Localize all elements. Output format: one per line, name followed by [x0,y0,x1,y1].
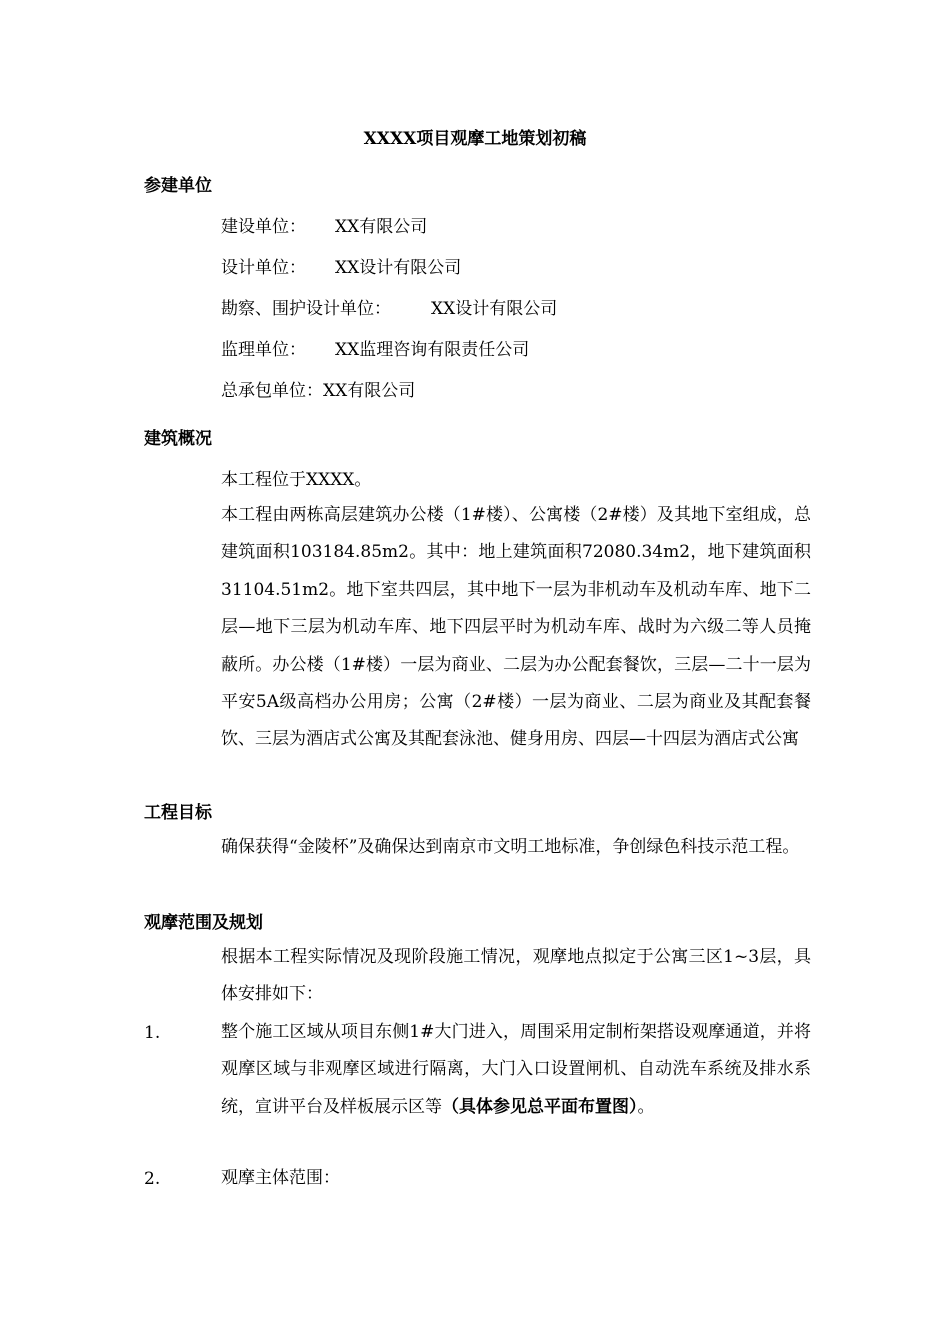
list-item [221,1014,811,1126]
unit-label: 监理单位： [221,340,306,360]
section-heading-scope: 观摩范围及规划 [144,913,263,933]
list-item-emphasis: （具体参见总平面布置图） [442,1096,638,1117]
section-heading-goal: 工程目标 [144,803,212,823]
unit-row-designer [221,255,461,281]
unit-value: XX设计有限公司 [431,299,558,319]
overview-description: 本工程由两栋高层建筑办公楼（1#楼）、公寓楼（2#楼）及其地下室组成，总建筑面积103184.85m2。其中：地上建筑面积72080.34m2，地下建筑面积31104.51m2。地下室共四层，其中地下一层为非机动车及机动车库、地下二层—地下三层为机动车库、地下四层平时为机动车库、战时为六级二等人员掩蔽所。办公楼（1#楼）一层为商业、二层为办公配套餐饮，三层—二十一层为平安5A级高档办公用房；公寓（2#楼）一层为商业、二层为商业及其配套餐饮、三层为酒店式公寓及其配套泳池、健身用房、四层—十四层为酒店式公寓 [221,505,811,750]
unit-value: XX有限公司 [335,217,428,237]
list-number: 2. [144,1169,161,1189]
goal-text: 确保获得“金陵杯”及确保达到南京市文明工地标准，争创绿色科技示范工程。 [221,837,800,857]
unit-label: 设计单位： [221,258,306,278]
unit-row-survey [221,296,557,322]
unit-label: 勘察、围护设计单位： [221,299,391,319]
unit-label: 建设单位： [221,217,306,237]
unit-value: XX设计有限公司 [335,258,462,278]
scope-intro: 根据本工程实际情况及现阶段施工情况，观摩地点拟定于公寓三区1~3层，具体安排如下： [221,947,811,1005]
unit-row-owner [221,214,427,240]
unit-row-contractor [221,378,415,404]
list-item-text: 观摩主体范围： [221,1168,340,1188]
unit-value: XX有限公司 [323,381,416,401]
overview-location: 本工程位于XXXX。 [221,470,372,490]
unit-row-supervisor [221,337,529,363]
list-item-tail: 。 [637,1096,655,1117]
list-number: 1. [144,1023,161,1043]
unit-value: XX监理咨询有限责任公司 [335,340,530,360]
unit-label: 总承包单位： [221,381,323,401]
list-item [221,1160,811,1197]
list-item-text: 整个施工区域从项目东侧1#大门进入，周围采用定制桁架搭设观摩通道，并将观摩区域与非观摩区域进行隔离，大门入口设置闸机、自动洗车系统及排水系统，宣讲平台及样板展示区等 [221,1022,811,1117]
section-heading-units: 参建单位 [144,176,212,196]
section-heading-overview: 建筑概况 [144,429,212,449]
document-title: XXXX项目观摩工地策划初稿 [363,129,587,149]
